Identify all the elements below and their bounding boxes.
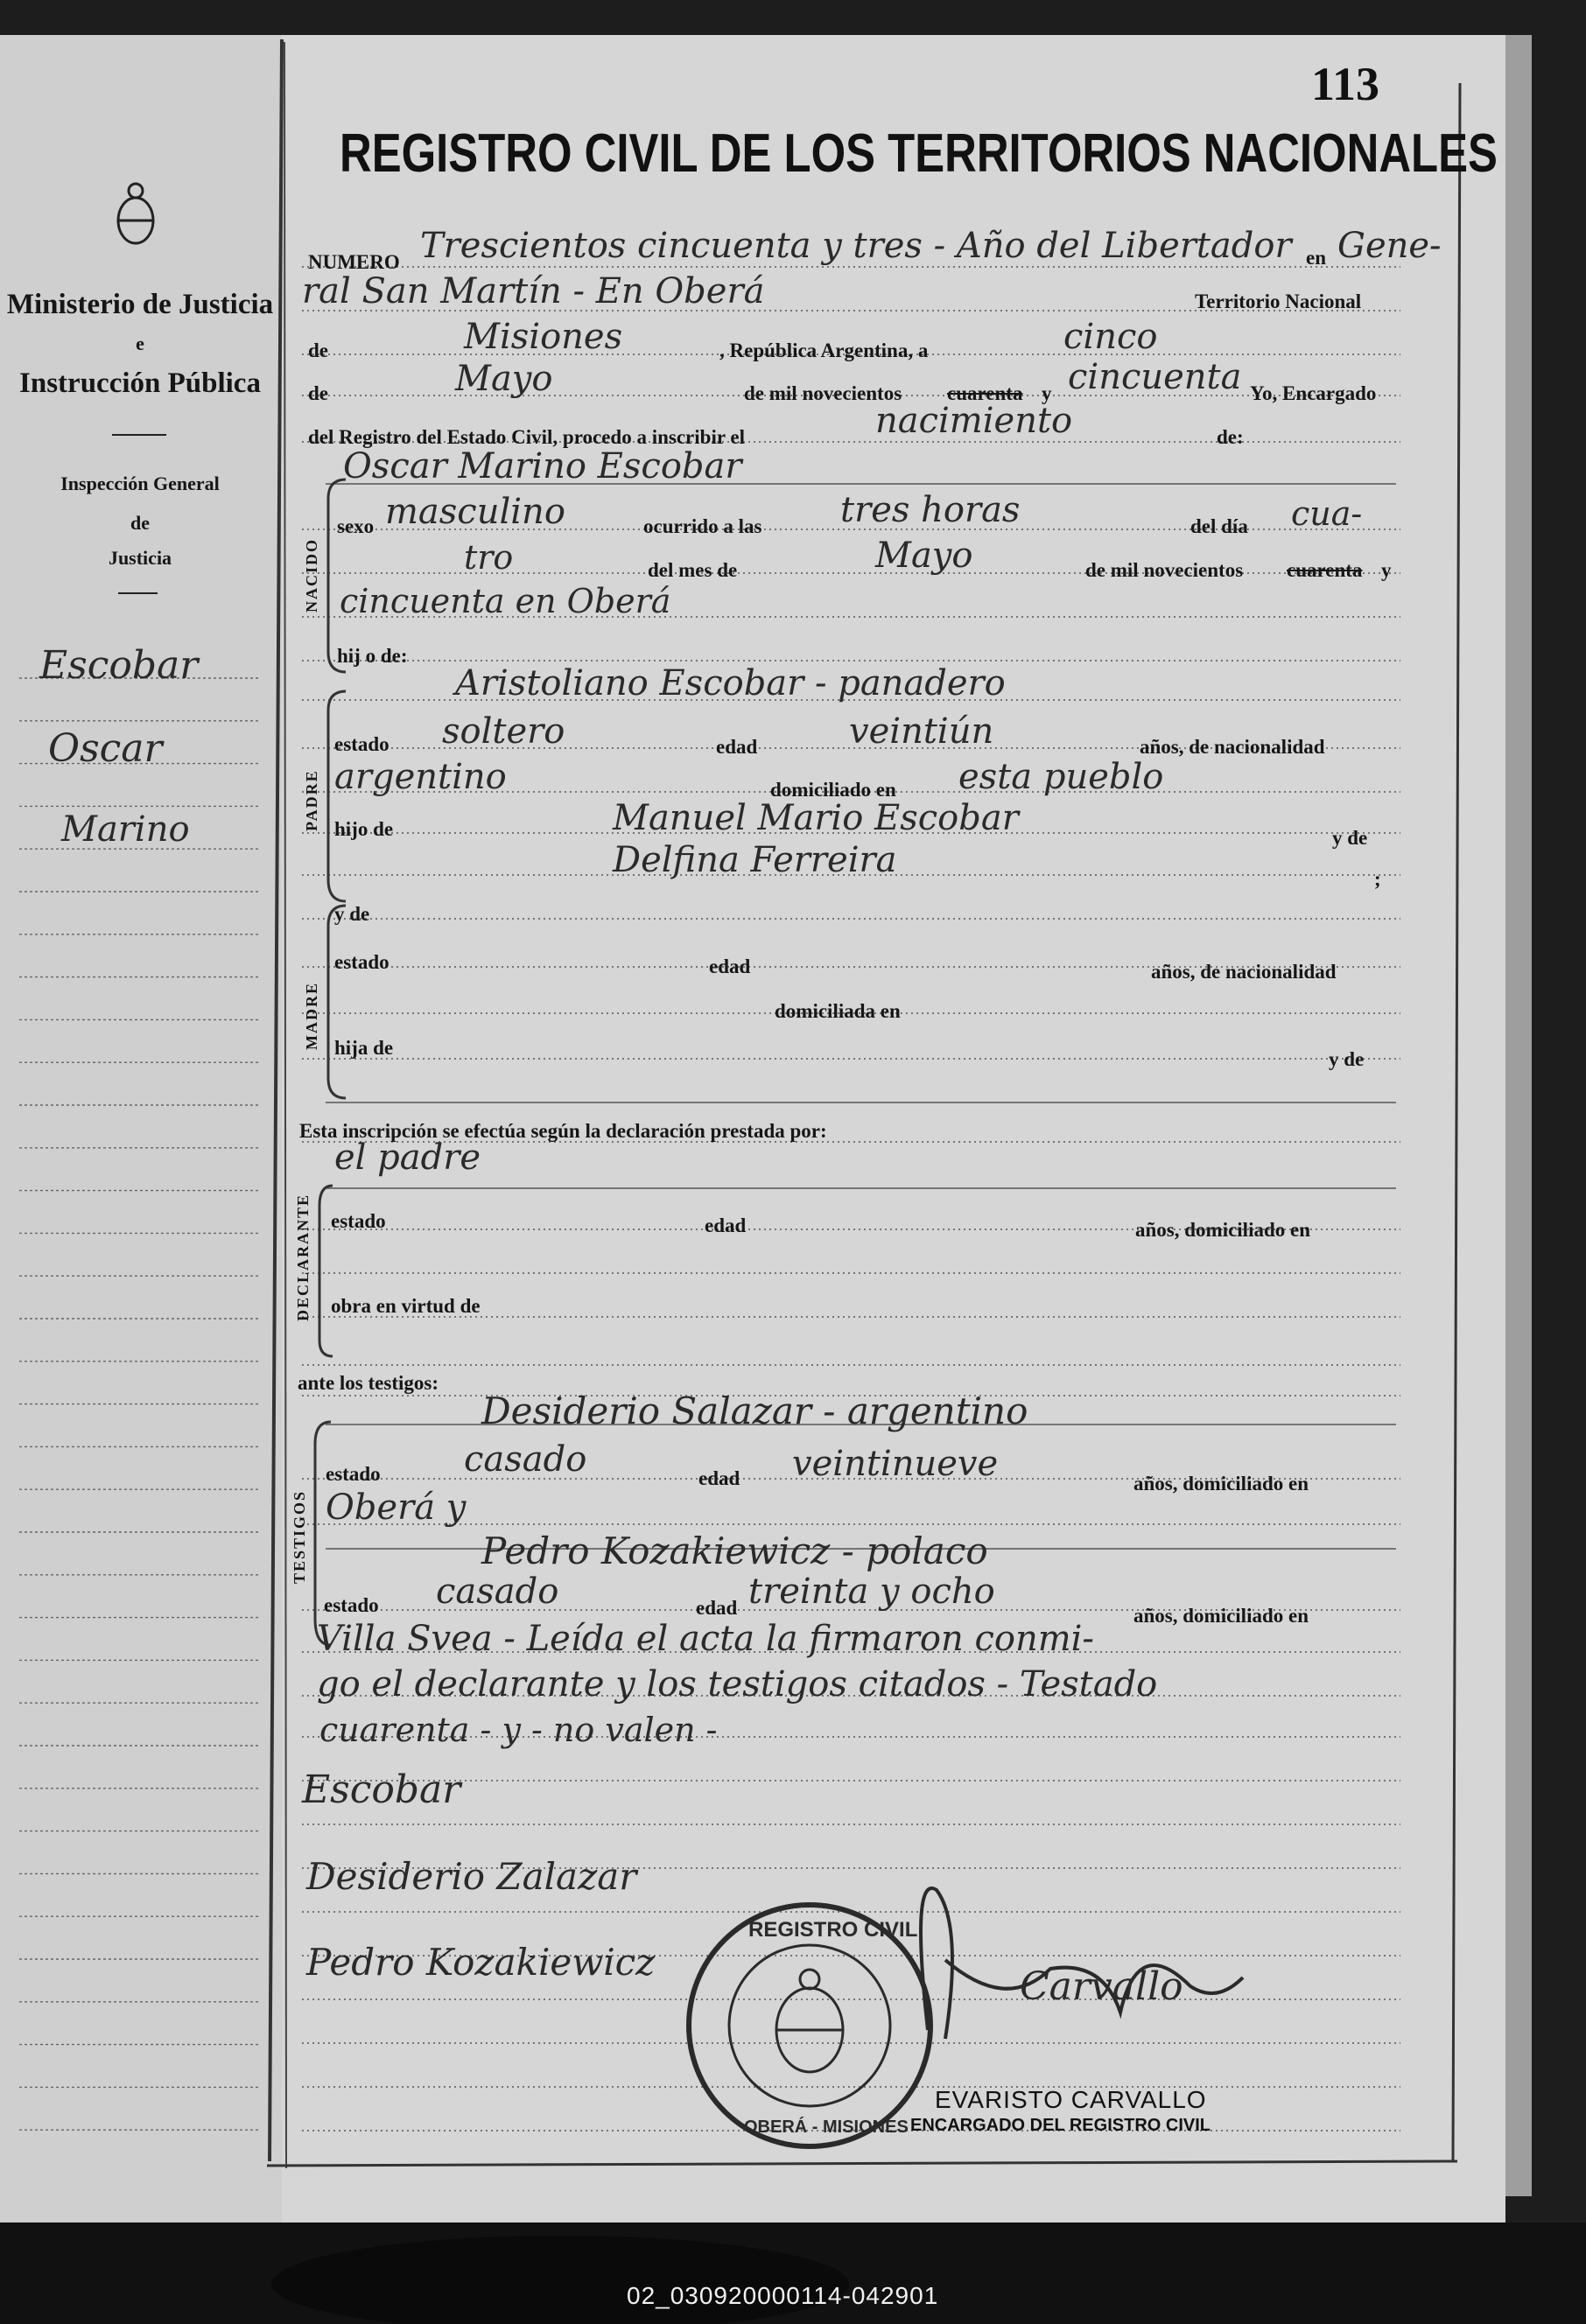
territory-value: Misiones — [464, 317, 623, 357]
stamp-bottom-text: OBERÁ - MISIONES — [744, 2118, 909, 2137]
madre-y-de-label: y de — [334, 903, 370, 925]
nacido-name-value: Oscar Marino Escobar — [343, 446, 742, 486]
hijo-de-label: hij o de: — [337, 645, 408, 667]
registro-label: del Registro del Estado Civil, procedo a inscribir el — [308, 426, 745, 448]
testigo-1-edad-label: edad — [698, 1467, 740, 1489]
signature-declarante: Escobar — [302, 1768, 461, 1812]
sexo-value: masculino — [385, 492, 565, 532]
padre-parents-value-1: Manuel Mario Escobar — [613, 798, 1019, 838]
signature-testigo-1: Desiderio Zalazar — [306, 1855, 637, 1898]
declarante-anos-label: años, domiciliado en — [1135, 1219, 1311, 1241]
margin-surname: Escobar — [39, 643, 199, 688]
madre-domiciliada-label: domiciliada en — [775, 1000, 901, 1022]
testigo-2-edad-value: treinta y ocho — [748, 1572, 995, 1612]
document-title: REGISTRO CIVIL DE LOS TERRITORIOS NACIONALES — [340, 123, 1498, 184]
declarante-value: el padre — [334, 1138, 481, 1178]
ministry-line-2: Instrucción Pública — [19, 368, 261, 399]
mes-label: del mes de — [648, 559, 738, 581]
year-value: cincuenta — [1068, 357, 1242, 397]
testigo-2-value: Pedro Kozakiewicz - polaco — [481, 1530, 988, 1572]
padre-anos-label: años, de nacionalidad — [1140, 736, 1325, 758]
de-label-3: de: — [1217, 426, 1244, 448]
year-label: de mil novecientos — [744, 382, 902, 404]
inspection-line-2: de — [130, 512, 150, 534]
section-label-declarante: DECLARANTE — [294, 1193, 312, 1321]
margin-first-name: Oscar — [48, 726, 163, 771]
ocurrido-label: ocurrido a las — [643, 515, 762, 537]
declarante-estado-label: estado — [331, 1210, 386, 1232]
declarante-intro: Esta inscripción se efectúa según la declaración prestada por: — [299, 1120, 827, 1142]
inspection-line-3: Justicia — [108, 547, 172, 569]
act-value: nacimiento — [875, 401, 1073, 441]
declarante-edad-label: edad — [705, 1214, 747, 1236]
testigo-2-edad-label: edad — [696, 1597, 738, 1619]
padre-parents-value-2: Delfina Ferreira — [613, 840, 897, 880]
padre-semicolon: ; — [1374, 868, 1381, 890]
note-line-2: go el declarante y los testigos citados - Testado — [317, 1664, 1158, 1704]
note-line-1: Villa Svea - Leída el acta la firmaron conmi- — [317, 1619, 1094, 1659]
day-value: cinco — [1063, 317, 1158, 357]
padre-estado-value: soltero — [442, 711, 565, 752]
padre-domiciliado-label: domiciliado en — [770, 779, 896, 801]
testigos-intro: ante los testigos: — [298, 1372, 439, 1394]
padre-edad-value: veintiún — [849, 711, 994, 752]
place-value-1: Gene- — [1337, 226, 1442, 266]
de-label-1: de — [308, 340, 328, 361]
nacido-month-value: Mayo — [875, 536, 973, 576]
sexo-label: sexo — [337, 515, 375, 537]
padre-y-de-label: y de — [1332, 827, 1368, 849]
ministry-line-1: Ministerio de Justicia — [6, 289, 274, 320]
testigo-2-estado-value: casado — [436, 1572, 559, 1612]
nacido-year-conjunction: y — [1381, 559, 1392, 581]
hour-value: tres horas — [840, 490, 1021, 530]
testigo-2-estado-label: estado — [324, 1594, 379, 1616]
testigo-1-estado-label: estado — [326, 1463, 381, 1485]
de-label-2: de — [308, 382, 328, 404]
testigo-1-value: Desiderio Salazar - argentino — [481, 1390, 1028, 1432]
testigo-2-anos-label: años, domiciliado en — [1133, 1605, 1309, 1627]
testigo-1-anos-label: años, domiciliado en — [1133, 1473, 1309, 1494]
officer-role: ENCARGADO DEL REGISTRO CIVIL — [910, 2116, 1211, 2135]
padre-name-value: Aristoliano Escobar - panadero — [455, 663, 1006, 704]
stamp-top-text: REGISTRO CIVIL — [748, 1918, 918, 1942]
signature-officer: Carvallo — [1020, 1964, 1183, 2009]
padre-hijo-label: hijo de — [334, 818, 394, 840]
section-label-madre: MADRE — [303, 982, 320, 1050]
padre-domicile-value: esta pueblo — [958, 757, 1164, 797]
dia-label: del día — [1190, 515, 1248, 537]
nacido-year-value: cincuenta en Oberá — [340, 582, 671, 620]
encargado-label: Yo, Encargado — [1250, 382, 1377, 404]
en-label: en — [1306, 247, 1326, 269]
signature-testigo-2: Pedro Kozakiewicz — [306, 1941, 656, 1984]
numero-label: NUMERO — [308, 251, 400, 273]
madre-edad-label: edad — [709, 956, 751, 977]
padre-edad-label: edad — [716, 736, 758, 758]
padre-nationality-value: argentino — [334, 757, 507, 797]
place-value-2: ral San Martín - En Oberá — [302, 271, 765, 312]
binding-edge — [1505, 35, 1532, 2196]
republica-label: , República Argentina, a — [719, 340, 929, 361]
officer-name: EVARISTO CARVALLO — [935, 2086, 1207, 2113]
inspection-line-1: Inspección General — [60, 472, 220, 494]
nacido-year-label: de mil novecientos — [1085, 559, 1244, 581]
testigo-1-edad-value: veintinueve — [792, 1444, 999, 1484]
madre-estado-label: estado — [334, 951, 389, 973]
scan-caption: 02_030920000114-042901 — [627, 2282, 939, 2309]
section-label-nacido: NACIDO — [303, 537, 320, 612]
year-conjunction: y — [1042, 382, 1052, 404]
ministry-conjunction: e — [136, 332, 144, 354]
madre-anos-label: años, de nacionalidad — [1151, 961, 1337, 983]
section-label-padre: PADRE — [303, 769, 320, 831]
note-line-3: cuarenta - y - no valen - — [319, 1711, 718, 1749]
madre-y-de-label-2: y de — [1329, 1048, 1365, 1070]
numero-value: Trescientos cincuenta y tres - Año del Libertador — [420, 226, 1292, 266]
day-value-2: tro — [464, 538, 514, 577]
madre-hija-label: hija de — [334, 1037, 394, 1059]
year-struck: cuarenta — [947, 382, 1023, 404]
month-value: Mayo — [455, 359, 553, 399]
territorio-label: Territorio Nacional — [1195, 290, 1362, 312]
nacido-year-struck: cuarenta — [1287, 559, 1363, 581]
testigo-1-domicile-value: Oberá y — [326, 1488, 467, 1528]
day-value-1: cua- — [1291, 494, 1363, 533]
margin-middle-name: Marino — [61, 809, 190, 850]
padre-estado-label: estado — [334, 733, 389, 755]
testigo-1-estado-value: casado — [464, 1439, 587, 1480]
page-number: 113 — [1311, 58, 1380, 110]
declarante-obra-label: obra en virtud de — [331, 1295, 481, 1317]
section-label-testigos: TESTIGOS — [291, 1489, 308, 1584]
